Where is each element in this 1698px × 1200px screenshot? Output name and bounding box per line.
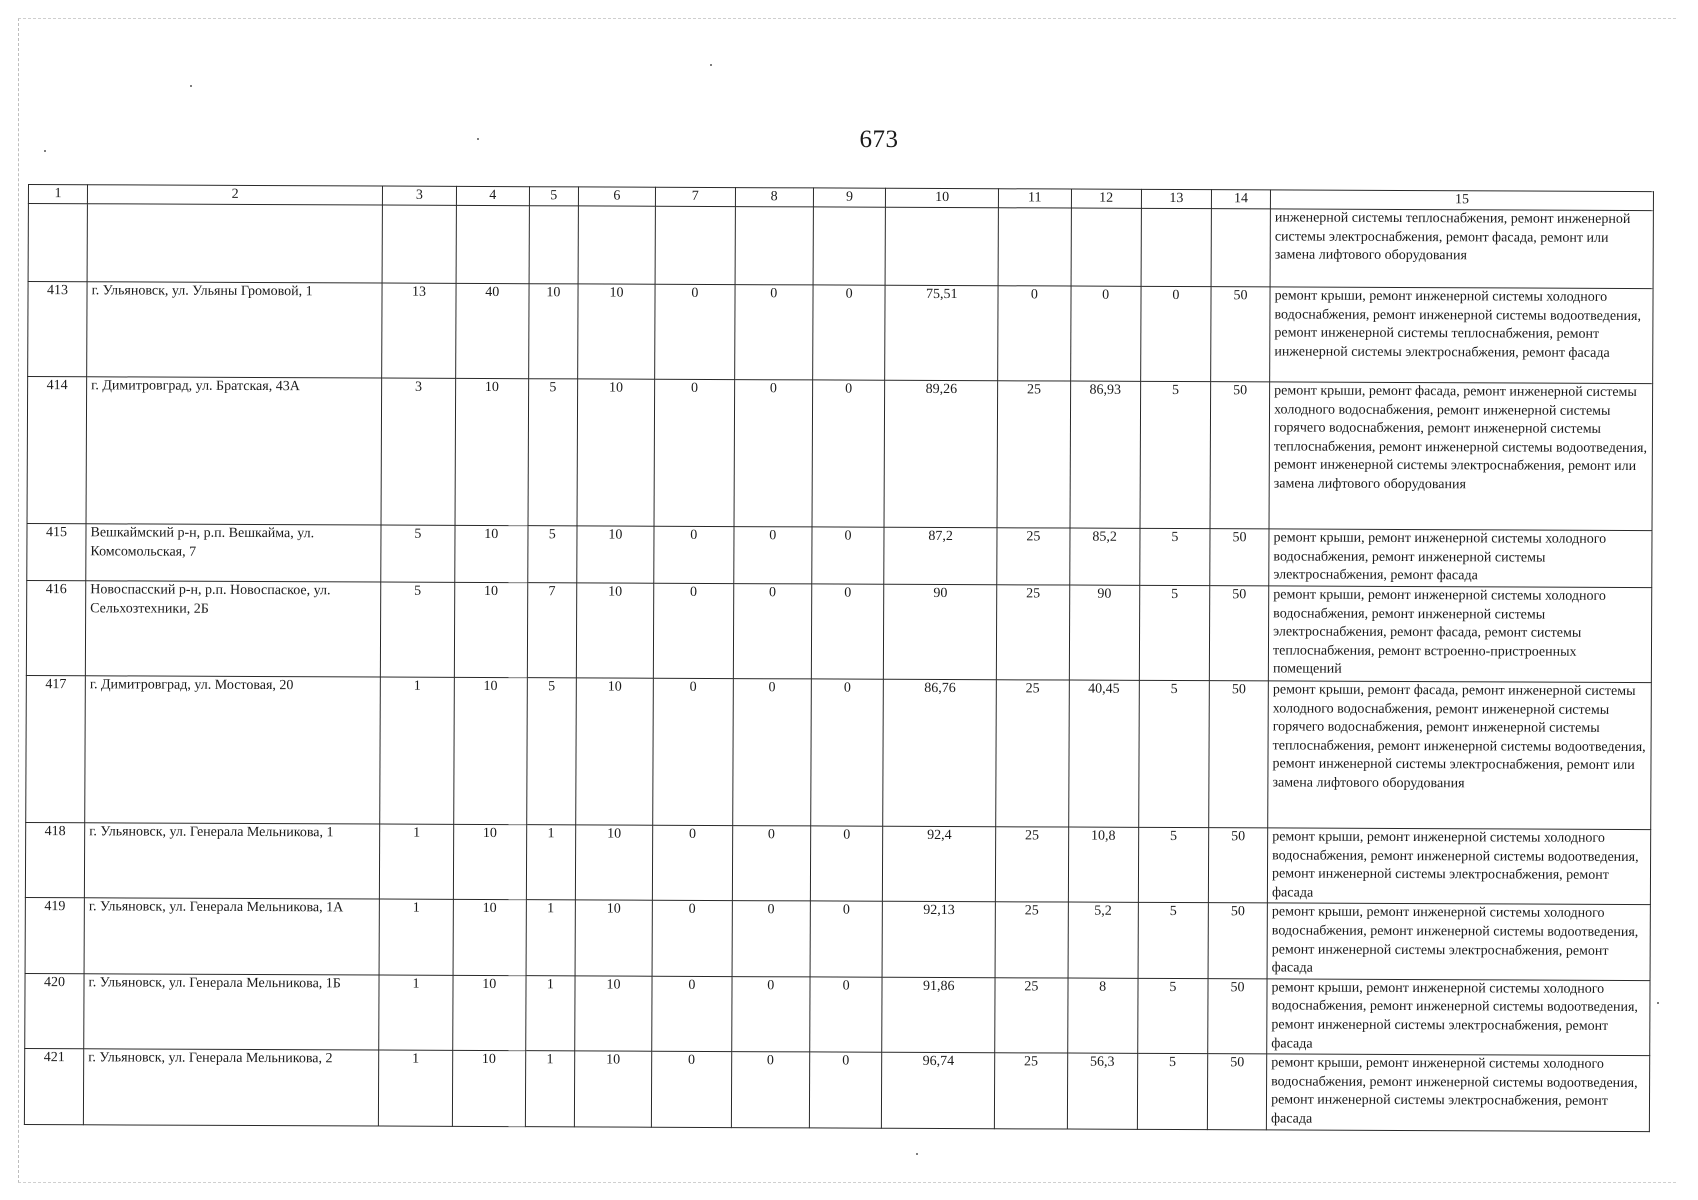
table-row	[26, 675, 1652, 829]
empty-cell	[529, 206, 578, 284]
value-cell-10: 90	[884, 584, 997, 679]
value-cell-13: 5	[1139, 585, 1210, 680]
scan-speck	[916, 1153, 918, 1155]
table-row	[26, 580, 1651, 682]
value-cell-5: 1	[526, 900, 575, 976]
value-cell-12: 40,45	[1068, 680, 1139, 827]
value-cell-14: 50	[1208, 903, 1267, 979]
table-row	[25, 822, 1650, 904]
value-cell-6: 10	[574, 976, 652, 1052]
scan-speck	[44, 150, 46, 152]
value-cell-8: 0	[734, 285, 813, 380]
value-cell-4: 10	[453, 824, 527, 900]
row-number-cell: 415	[27, 523, 86, 580]
value-cell-14: 50	[1210, 529, 1269, 586]
value-cell-6: 10	[577, 526, 655, 583]
empty-cell	[1211, 209, 1270, 287]
value-cell-7: 0	[652, 901, 732, 977]
value-cell-5: 5	[528, 379, 578, 526]
empty-cell	[456, 205, 530, 283]
table-row	[28, 282, 1653, 384]
value-cell-3: 1	[379, 899, 453, 975]
row-number-cell: 413	[28, 282, 87, 377]
works-cell: инженерной системы теплоснабжения, ремонт инженерной системы электроснабжения, ремонт фасада, ремонт или замена лифтового оборудования	[1270, 209, 1653, 289]
value-cell-3: 1	[380, 677, 454, 824]
column-header-6: 6	[578, 187, 655, 206]
value-cell-4: 10	[453, 900, 527, 976]
value-cell-3: 1	[379, 1050, 453, 1126]
value-cell-9: 0	[811, 679, 884, 826]
row-number-cell: 417	[26, 675, 86, 822]
value-cell-12: 85,2	[1069, 528, 1139, 585]
row-number-cell: 418	[25, 822, 84, 898]
value-cell-3: 1	[380, 824, 454, 900]
value-cell-8: 0	[733, 584, 812, 679]
column-header-15: 15	[1270, 190, 1653, 211]
table-row	[25, 973, 1650, 1055]
value-cell-7: 0	[654, 379, 734, 526]
value-cell-6: 10	[576, 583, 654, 678]
empty-cell	[28, 204, 87, 282]
works-cell: ремонт крыши, ремонт инженерной системы холодного водоснабжения, ремонт инженерной системы электроснабжения, ремонт фасада, ремонт системы теплоснабжения, ремонт встроенно-пристроенных помещений	[1268, 586, 1651, 683]
value-cell-12: 10,8	[1068, 827, 1139, 903]
row-number-cell: 421	[24, 1049, 83, 1125]
value-cell-8: 0	[732, 901, 811, 977]
empty-cell	[1141, 208, 1212, 286]
value-cell-4: 40	[455, 283, 529, 378]
column-header-3: 3	[383, 186, 456, 205]
value-cell-9: 0	[810, 901, 883, 977]
value-cell-9: 0	[809, 1052, 882, 1128]
value-cell-10: 87,2	[884, 527, 997, 584]
value-cell-10: 89,26	[884, 380, 998, 527]
value-cell-14: 50	[1208, 978, 1267, 1054]
empty-cell	[813, 207, 886, 285]
value-cell-4: 10	[454, 582, 528, 677]
column-header-8: 8	[735, 188, 813, 207]
works-cell: ремонт крыши, ремонт инженерной системы холодного водоснабжения, ремонт инженерной системы водоотведения, ремонт инженерной системы электроснабжения, ремонт фасада	[1266, 1054, 1649, 1131]
value-cell-5: 1	[526, 975, 575, 1051]
value-cell-12: 86,93	[1070, 381, 1141, 528]
value-cell-8: 0	[732, 679, 811, 826]
value-cell-9: 0	[810, 826, 883, 902]
value-cell-10: 92,4	[883, 826, 996, 902]
works-cell: ремонт крыши, ремонт фасада, ремонт инженерной системы холодного водоснабжения, ремонт инженерной системы горячего водоснабжения, ремонт инженерной системы теплоснабжения, ремонт инженерной системы водоотведения, ремонт инженерной системы электроснабжения, ремонт или замена лифтового оборудования	[1269, 382, 1653, 531]
value-cell-10: 92,13	[882, 902, 995, 978]
value-cell-6: 10	[575, 900, 653, 976]
value-cell-12: 56,3	[1067, 1053, 1138, 1129]
works-cell: ремонт крыши, ремонт инженерной системы холодного водоснабжения, ремонт инженерной системы водоотведения, ремонт инженерной системы электроснабжения, ремонт фасада	[1267, 979, 1650, 1056]
table-row	[24, 1049, 1649, 1131]
works-cell: ремонт крыши, ремонт инженерной системы холодного водоснабжения, ремонт инженерной системы электроснабжения, ремонт фасада	[1269, 529, 1652, 588]
continued-table-row	[28, 204, 1653, 289]
value-cell-14: 50	[1211, 287, 1270, 382]
value-cell-14: 50	[1209, 681, 1269, 828]
row-number-cell: 414	[27, 377, 87, 524]
value-cell-8: 0	[731, 1052, 810, 1128]
value-cell-5: 10	[529, 284, 578, 379]
value-cell-14: 50	[1207, 1054, 1266, 1130]
value-cell-7: 0	[655, 284, 735, 379]
address-cell: Вешкаймский р-н, р.п. Вешкайма, ул. Комсомольская, 7	[86, 524, 382, 582]
value-cell-12: 0	[1070, 286, 1141, 381]
value-cell-13: 5	[1137, 1053, 1208, 1129]
empty-cell	[735, 207, 814, 285]
value-cell-6: 10	[577, 284, 655, 379]
value-cell-5: 1	[526, 825, 575, 901]
value-cell-11: 25	[995, 977, 1068, 1053]
value-cell-13: 0	[1140, 286, 1211, 381]
table-row	[25, 898, 1650, 980]
value-cell-4: 10	[453, 677, 527, 824]
value-cell-10: 96,74	[882, 1052, 995, 1128]
value-cell-6: 10	[574, 1051, 652, 1127]
address-cell: г. Ульяновск, ул. Генерала Мельникова, 2	[83, 1049, 379, 1126]
works-cell: ремонт крыши, ремонт инженерной системы холодного водоснабжения, ремонт инженерной системы водоотведения, ремонт инженерной системы электроснабжения, ремонт фасада	[1267, 903, 1650, 980]
value-cell-7: 0	[653, 583, 733, 678]
value-cell-3: 13	[382, 283, 456, 378]
column-header-12: 12	[1071, 189, 1141, 208]
column-header-11: 11	[999, 189, 1071, 208]
value-cell-7: 0	[652, 976, 732, 1052]
value-cell-9: 0	[812, 380, 885, 527]
address-cell: г. Ульяновск, ул. Генерала Мельникова, 1	[84, 823, 380, 900]
address-cell: г. Димитровград, ул. Мостовая, 20	[85, 676, 381, 824]
row-number-cell: 420	[25, 973, 84, 1049]
scan-speck	[1657, 1002, 1659, 1004]
value-cell-13: 5	[1140, 528, 1210, 585]
column-header-10: 10	[886, 188, 999, 207]
value-cell-8: 0	[732, 826, 811, 902]
column-header-14: 14	[1211, 190, 1270, 209]
column-header-9: 9	[813, 188, 885, 207]
value-cell-3: 3	[381, 378, 455, 525]
value-cell-12: 8	[1067, 978, 1138, 1054]
empty-cell	[1071, 208, 1142, 286]
column-header-13: 13	[1141, 189, 1211, 208]
value-cell-13: 5	[1138, 680, 1209, 827]
works-cell: ремонт крыши, ремонт инженерной системы холодного водоснабжения, ремонт инженерной системы водоотведения, ремонт инженерной системы электроснабжения, ремонт фасада	[1267, 828, 1650, 905]
row-number-cell: 416	[26, 580, 85, 675]
column-header-1: 1	[28, 185, 87, 204]
value-cell-11: 25	[996, 827, 1069, 903]
value-cell-5: 5	[528, 526, 577, 583]
value-cell-6: 10	[577, 379, 655, 526]
value-cell-11: 25	[995, 902, 1068, 978]
column-header-5: 5	[529, 187, 578, 206]
value-cell-13: 5	[1138, 827, 1209, 903]
value-cell-10: 75,51	[885, 285, 998, 380]
value-cell-9: 0	[810, 977, 883, 1053]
empty-cell	[655, 206, 735, 284]
empty-cell	[885, 207, 998, 285]
value-cell-3: 5	[381, 525, 455, 582]
address-cell: Новоспасский р-н, р.п. Новоспаское, ул. Сельхозтехники, 2Б	[85, 581, 381, 677]
empty-cell	[578, 206, 656, 284]
scan-speck	[710, 64, 712, 66]
empty-cell	[87, 204, 383, 283]
value-cell-3: 5	[381, 582, 455, 677]
table-container	[24, 184, 1654, 1132]
value-cell-8: 0	[734, 380, 813, 527]
empty-cell	[998, 208, 1071, 286]
value-cell-10: 86,76	[883, 679, 997, 826]
value-cell-4: 10	[455, 378, 529, 525]
value-cell-3: 1	[379, 975, 453, 1051]
page-number: 673	[859, 126, 899, 153]
column-header-7: 7	[656, 187, 735, 206]
value-cell-8: 0	[731, 976, 810, 1052]
works-cell: ремонт крыши, ремонт фасада, ремонт инженерной системы холодного водоснабжения, ремонт инженерной системы горячего водоснабжения, ремонт инженерной системы теплоснабжения, ремонт инженерной системы водоотведения, ремонт инженерной системы электроснабжения, ремонт или замена лифтового оборудования	[1268, 681, 1652, 830]
value-cell-5: 7	[527, 583, 576, 678]
value-cell-11: 25	[997, 528, 1070, 585]
value-cell-11: 25	[995, 1053, 1068, 1129]
value-cell-7: 0	[653, 678, 733, 825]
row-number-cell: 419	[25, 898, 84, 974]
address-cell: г. Димитровград, ул. Братская, 43А	[86, 377, 382, 525]
scan-speck	[477, 138, 479, 140]
table-row	[27, 523, 1652, 587]
value-cell-13: 5	[1137, 978, 1208, 1054]
value-cell-9: 0	[813, 285, 886, 380]
value-cell-10: 91,86	[882, 977, 995, 1053]
address-cell: г. Ульяновск, ул. Генерала Мельникова, 1Б	[84, 974, 380, 1051]
value-cell-8: 0	[733, 527, 812, 584]
value-cell-12: 5,2	[1068, 902, 1139, 978]
column-header-4: 4	[456, 186, 529, 205]
address-cell: г. Ульяновск, ул. Ульяны Громовой, 1	[87, 282, 383, 378]
empty-cell	[382, 205, 456, 283]
value-cell-7: 0	[654, 526, 734, 583]
value-cell-5: 5	[527, 678, 577, 825]
value-cell-4: 10	[454, 525, 528, 582]
scan-speck	[190, 85, 192, 87]
value-cell-9: 0	[811, 584, 884, 679]
value-cell-14: 50	[1208, 828, 1267, 904]
value-cell-6: 10	[575, 825, 653, 901]
table-row	[27, 377, 1653, 531]
value-cell-7: 0	[653, 825, 733, 901]
housing-repair-table	[24, 184, 1654, 1132]
value-cell-14: 50	[1210, 382, 1270, 529]
value-cell-11: 25	[997, 381, 1070, 528]
works-cell: ремонт крыши, ремонт инженерной системы холодного водоснабжения, ремонт инженерной системы водоотведения, ремонт инженерной системы теплоснабжения, ремонт инженерной системы электроснабжения, ремонт фасада	[1270, 287, 1653, 384]
value-cell-11: 25	[997, 585, 1070, 680]
value-cell-7: 0	[652, 1051, 732, 1127]
value-cell-5: 1	[525, 1051, 574, 1127]
value-cell-14: 50	[1209, 586, 1268, 681]
value-cell-4: 10	[452, 1050, 526, 1126]
value-cell-4: 10	[452, 975, 526, 1051]
column-header-2: 2	[87, 185, 382, 205]
address-cell: г. Ульяновск, ул. Генерала Мельникова, 1А	[84, 898, 380, 975]
value-cell-13: 5	[1140, 381, 1211, 528]
value-cell-9: 0	[812, 527, 885, 584]
value-cell-12: 90	[1069, 585, 1140, 680]
value-cell-11: 0	[998, 286, 1071, 381]
value-cell-13: 5	[1138, 903, 1209, 979]
value-cell-6: 10	[575, 678, 653, 825]
value-cell-11: 25	[996, 680, 1069, 827]
